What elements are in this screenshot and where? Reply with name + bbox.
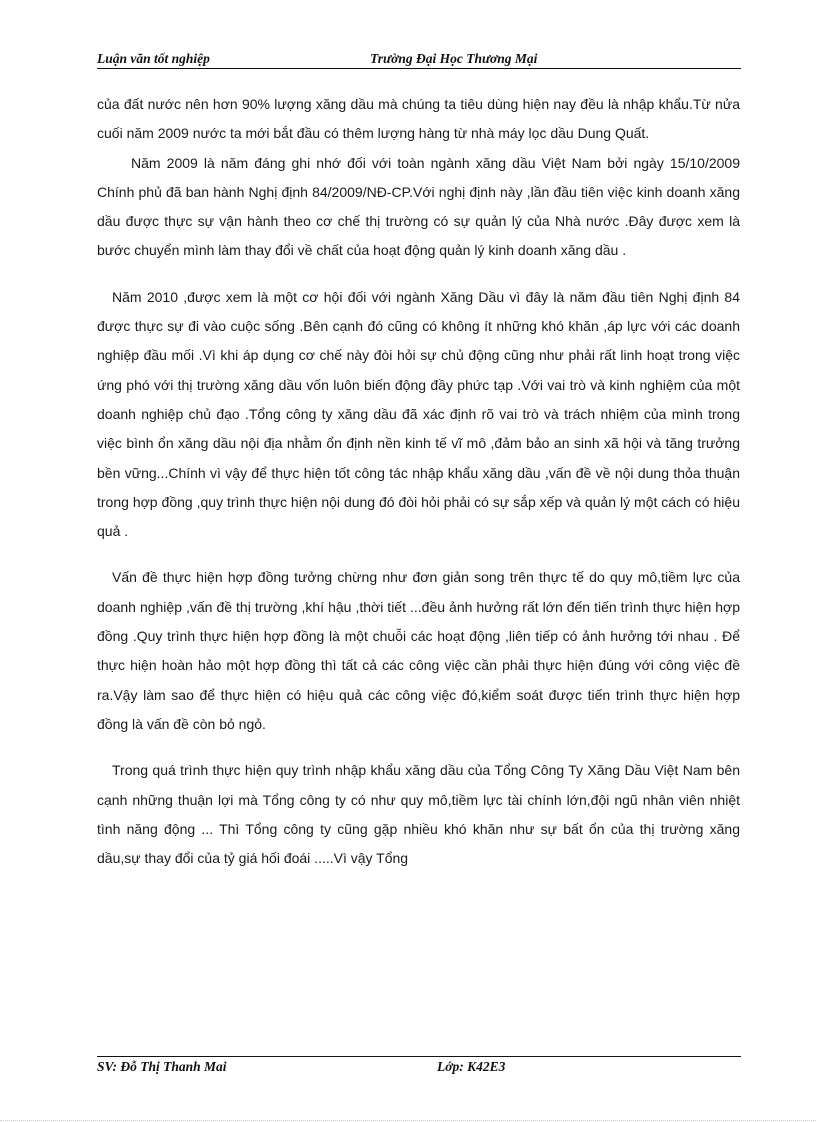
header-divider: [97, 68, 741, 69]
paragraph-4: Vấn đề thực hiện hợp đồng tưởng chừng như đơn giản song trên thực tế do quy mô,tiềm lực của doanh nghiệp ,vấn đề thị trường ,khí hậu ,thời tiết ...đều ảnh hưởng rất lớn đến tiến trình thực hiện hợp đồng .Quy trình thực hiện hợp đồng là một chuỗi các hoạt động ,liên tiếp có ảnh hưởng tới nhau . Để thực hiện hoàn hảo một hợp đồng thì tất cả các công việc cần phải thực hiện đúng với công việc đề ra.Vậy làm sao để thực hiện có hiệu quả các công việc đó,kiểm soát được tiến trình thực hiện hợp đồng là vấn đề còn bỏ ngỏ.: [97, 569, 740, 732]
paragraph-1: của đất nước nên hơn 90% lượng xăng dầu mà chúng ta tiêu dùng hiện nay đều là nhập khẩu.Từ nửa cuối năm 2009 nước ta mới bắt đầu có thêm lượng hàng từ nhà máy lọc dầu Dung Quất.: [97, 96, 740, 142]
header-university-name: Trường Đại Học Thương Mại: [370, 51, 538, 66]
paragraph-5: Trong quá trình thực hiện quy trình nhập khẩu xăng dầu của Tổng Công Ty Xăng Dầu Việt Nam bên cạnh những thuận lợi mà Tổng công ty có như quy mô,tiềm lực tài chính lớn,đội ngũ nhân viên nhiệt tình năng động ... Thì Tổng công ty cũng gặp nhiều khó khăn như sự bất ổn của thị trường xăng dầu,sự thay đổi của tỷ giá hối đoái .....Vì vậy Tổng: [97, 762, 740, 867]
page-footer: [97, 1059, 741, 1079]
footer-student-name: SV: Đỗ Thị Thanh Mai: [97, 1059, 227, 1074]
paragraph-3: Năm 2010 ,được xem là một cơ hội đối với ngành Xăng Dầu vì đây là năm đầu tiên Nghị định 84 được thực sự đi vào cuộc sống .Bên cạnh đó cũng có không ít những khó khăn ,áp lực với các doanh nghiệp đầu mối .Vì khi áp dụng cơ chế này đòi hỏi sự chủ động cũng như phải rất linh hoạt trong việc ứng phó với thị trường xăng dầu vốn luôn biến động đầy phức tạp .Với vai trò và kinh nghiệm của một doanh nghiệp chủ đạo .Tổng công ty xăng dầu đã xác định rõ vai trò và trách nhiệm của mình trong việc bình ổn xăng dầu nội địa nhằm ổn định nền kinh tế vĩ mô ,đảm bảo an sinh xã hội và tăng trưởng bền vững...Chính vì vậy để thực hiện tốt công tác nhập khẩu xăng dầu ,vấn đề về nội dung thỏa thuận trong hợp đồng ,quy trình thực hiện nội dung đó đòi hỏi phải có sự sắp xếp và quản lý một cách có hiệu quả .: [97, 288, 740, 540]
page-header: [97, 49, 741, 69]
footer-class-code: Lớp: K42E3: [437, 1059, 506, 1074]
footer-divider: [97, 1056, 741, 1057]
page-bottom-edge: [0, 1120, 816, 1121]
body-text: [97, 90, 740, 873]
header-thesis-label: Luận văn tốt nghiệp: [97, 51, 210, 66]
paragraph-2: Năm 2009 là năm đáng ghi nhớ đối với toàn ngành xăng dầu Việt Nam bởi ngày 15/10/2009 Chính phủ đã ban hành Nghị định 84/2009/NĐ-CP.Với nghị định này ,lần đầu tiên việc kinh doanh xăng dầu được thực sự vận hành theo cơ chế thị trường có sự quản lý của Nhà nước .Đây được xem là bước chuyển mình làm thay đổi về chất của hoạt động quản lý kinh doanh xăng dầu .: [97, 154, 740, 259]
